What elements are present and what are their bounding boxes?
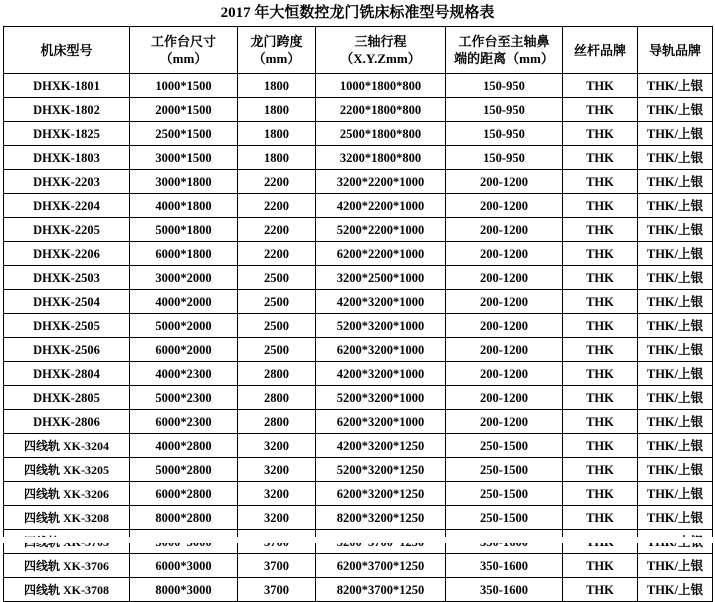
cell-spindle-distance: 200-1200 <box>446 314 563 338</box>
table-row <box>4 362 713 386</box>
cell-travel: 4200*3200*1000 <box>316 362 446 386</box>
cell-guide-brand: THK/上银 <box>638 362 713 386</box>
cell-gantry-span: 3200 <box>238 458 316 482</box>
cell-travel: 2500*1800*800 <box>316 122 446 146</box>
column-header-spindle-distance-line1: 工作台至主轴鼻 <box>458 34 550 49</box>
cell-table-size: 4000*2800 <box>130 434 238 458</box>
cell-model: DHXK-2203 <box>4 170 130 194</box>
table-row <box>4 242 713 266</box>
cell-model: 四线轨 XK-3206 <box>4 482 130 506</box>
column-header-spindle-distance-line2: 端的距离（mm） <box>454 51 554 66</box>
cell-spindle-distance: 350-1600 <box>446 554 563 578</box>
table-row <box>4 578 713 602</box>
cell-guide-brand: THK/上银 <box>638 266 713 290</box>
cell-spindle-distance: 200-1200 <box>446 290 563 314</box>
cell-gantry-span: 2500 <box>238 290 316 314</box>
cell-model: DHXK-1825 <box>4 122 130 146</box>
cell-guide-brand: THK/上银 <box>638 482 713 506</box>
cell-travel: 4200*2200*1000 <box>316 194 446 218</box>
cell-travel: 6200*3700*1250 <box>316 554 446 578</box>
cell-screw-brand: THK <box>563 266 638 290</box>
cell-model: DHXK-2506 <box>4 338 130 362</box>
table-row <box>4 194 713 218</box>
column-header-model <box>4 27 130 74</box>
cell-guide-brand: THK/上银 <box>638 242 713 266</box>
cell-gantry-span: 2200 <box>238 170 316 194</box>
cell-travel: 5200*3200*1000 <box>316 314 446 338</box>
cell-spindle-distance: 200-1200 <box>446 386 563 410</box>
cell-travel: 5200*3200*1000 <box>316 386 446 410</box>
cell-spindle-distance: 200-1200 <box>446 338 563 362</box>
cell-screw-brand: THK <box>563 554 638 578</box>
cell-screw-brand: THK <box>563 410 638 434</box>
header-row <box>4 27 713 74</box>
table-row <box>4 170 713 194</box>
cell-guide-brand: THK/上银 <box>638 194 713 218</box>
cell-gantry-span: 3200 <box>238 482 316 506</box>
cell-travel: 6200*3200*1000 <box>316 410 446 434</box>
cell-spindle-distance: 150-950 <box>446 74 563 98</box>
cell-model: DHXK-2205 <box>4 218 130 242</box>
page-title: 2017 年大恒数控龙门铣床标准型号规格表 <box>220 5 495 21</box>
cell-table-size: 3000*1500 <box>130 146 238 170</box>
cell-table-size: 6000*3000 <box>130 554 238 578</box>
cell-spindle-distance: 200-1200 <box>446 266 563 290</box>
column-header-table-size <box>130 27 238 74</box>
cell-spindle-distance: 150-950 <box>446 122 563 146</box>
column-header-travel <box>316 27 446 74</box>
cell-screw-brand: THK <box>563 386 638 410</box>
cell-spindle-distance: 250-1500 <box>446 482 563 506</box>
cell-screw-brand: THK <box>563 314 638 338</box>
cell-travel: 5200*3200*1250 <box>316 458 446 482</box>
cell-table-size: 3000*2000 <box>130 266 238 290</box>
cell-table-size: 5000*1800 <box>130 218 238 242</box>
cell-screw-brand: THK <box>563 290 638 314</box>
column-header-gantry-span <box>238 27 316 74</box>
cell-spindle-distance: 200-1200 <box>446 410 563 434</box>
cell-guide-brand: THK/上银 <box>638 146 713 170</box>
cell-screw-brand: THK <box>563 146 638 170</box>
cell-gantry-span: 2800 <box>238 362 316 386</box>
table-row <box>4 482 713 506</box>
cell-spindle-distance: 250-1500 <box>446 434 563 458</box>
cell-table-size: 4000*2300 <box>130 362 238 386</box>
cell-guide-brand: THK/上银 <box>638 434 713 458</box>
cell-guide-brand: THK/上银 <box>638 338 713 362</box>
cell-model: 四线轨 XK-3205 <box>4 458 130 482</box>
cell-table-size: 6000*1800 <box>130 242 238 266</box>
cell-guide-brand: THK/上银 <box>638 314 713 338</box>
column-header-screw-brand-line1: 丝杆品牌 <box>573 42 626 58</box>
cell-gantry-span: 3700 <box>238 578 316 602</box>
cell-spindle-distance: 250-1500 <box>446 458 563 482</box>
cell-gantry-span: 1800 <box>238 146 316 170</box>
column-header-table-size-line2: （mm） <box>159 51 208 66</box>
cell-travel: 4200*3200*1000 <box>316 290 446 314</box>
cell-table-size: 8000*3000 <box>130 578 238 602</box>
cell-travel: 8200*3200*1250 <box>316 506 446 530</box>
cell-gantry-span: 2500 <box>238 338 316 362</box>
cell-spindle-distance: 150-950 <box>446 98 563 122</box>
table-row <box>4 506 713 530</box>
cell-guide-brand: THK/上银 <box>638 122 713 146</box>
table-row <box>4 554 713 578</box>
cell-screw-brand: THK <box>563 482 638 506</box>
cell-model: DHXK-1803 <box>4 146 130 170</box>
cell-guide-brand: THK/上银 <box>638 74 713 98</box>
cell-travel: 6200*2200*1000 <box>316 242 446 266</box>
spec-table <box>3 26 713 602</box>
cell-guide-brand: THK/上银 <box>638 506 713 530</box>
cell-table-size: 2500*1500 <box>130 122 238 146</box>
table-row <box>4 218 713 242</box>
column-header-travel-line2: （X.Y.Zmm） <box>340 51 421 66</box>
cell-spindle-distance: 350-1600 <box>446 578 563 602</box>
cell-gantry-span: 2200 <box>238 242 316 266</box>
table-row <box>4 410 713 434</box>
cell-table-size: 4000*1800 <box>130 194 238 218</box>
cell-model: 四线轨 XK-3708 <box>4 578 130 602</box>
cell-table-size: 6000*2300 <box>130 410 238 434</box>
cell-table-size: 5000*2800 <box>130 458 238 482</box>
cell-table-size: 5000*2300 <box>130 386 238 410</box>
cell-screw-brand: THK <box>563 338 638 362</box>
cell-guide-brand: THK/上银 <box>638 98 713 122</box>
table-body <box>4 74 713 602</box>
table-row <box>4 266 713 290</box>
cell-spindle-distance: 250-1500 <box>446 506 563 530</box>
cell-gantry-span: 1800 <box>238 74 316 98</box>
cell-model: DHXK-2505 <box>4 314 130 338</box>
page-footer-spacer <box>0 537 715 543</box>
cell-guide-brand: THK/上银 <box>638 554 713 578</box>
table-row <box>4 338 713 362</box>
cell-gantry-span: 3700 <box>238 554 316 578</box>
table-row <box>4 386 713 410</box>
cell-screw-brand: THK <box>563 578 638 602</box>
cell-screw-brand: THK <box>563 218 638 242</box>
column-header-travel-line1: 三轴行程 <box>354 34 407 49</box>
table-row <box>4 74 713 98</box>
cell-table-size: 5000*2000 <box>130 314 238 338</box>
cell-screw-brand: THK <box>563 74 638 98</box>
cell-model: DHXK-1802 <box>4 98 130 122</box>
cell-table-size: 2000*1500 <box>130 98 238 122</box>
cell-screw-brand: THK <box>563 362 638 386</box>
column-header-guide-brand-line1: 导轨品牌 <box>648 42 701 58</box>
cell-model: 四线轨 XK-3204 <box>4 434 130 458</box>
cell-spindle-distance: 200-1200 <box>446 242 563 266</box>
table-row <box>4 314 713 338</box>
cell-gantry-span: 1800 <box>238 98 316 122</box>
cell-travel: 4200*3200*1250 <box>316 434 446 458</box>
table-row <box>4 434 713 458</box>
column-header-gantry-span-line2: （mm） <box>252 51 301 66</box>
column-header-screw-brand <box>563 27 638 74</box>
cell-travel: 6200*3200*1000 <box>316 338 446 362</box>
cell-gantry-span: 1800 <box>238 122 316 146</box>
cell-model: DHXK-2503 <box>4 266 130 290</box>
cell-gantry-span: 3200 <box>238 434 316 458</box>
cell-gantry-span: 2800 <box>238 386 316 410</box>
cell-screw-brand: THK <box>563 98 638 122</box>
cell-screw-brand: THK <box>563 194 638 218</box>
cell-table-size: 6000*2000 <box>130 338 238 362</box>
cell-screw-brand: THK <box>563 170 638 194</box>
cell-table-size: 3000*1800 <box>130 170 238 194</box>
cell-spindle-distance: 200-1200 <box>446 218 563 242</box>
table-row <box>4 98 713 122</box>
column-header-spindle-distance <box>446 27 563 74</box>
cell-travel: 8200*3700*1250 <box>316 578 446 602</box>
cell-travel: 3200*2200*1000 <box>316 170 446 194</box>
cell-screw-brand: THK <box>563 458 638 482</box>
cell-model: DHXK-2804 <box>4 362 130 386</box>
cell-travel: 1000*1800*800 <box>316 74 446 98</box>
cell-screw-brand: THK <box>563 506 638 530</box>
cell-guide-brand: THK/上银 <box>638 218 713 242</box>
cell-gantry-span: 2500 <box>238 266 316 290</box>
cell-model: DHXK-1801 <box>4 74 130 98</box>
cell-screw-brand: THK <box>563 122 638 146</box>
cell-model: 四线轨 XK-3706 <box>4 554 130 578</box>
table-row <box>4 122 713 146</box>
cell-guide-brand: THK/上银 <box>638 458 713 482</box>
table-row <box>4 458 713 482</box>
cell-gantry-span: 3200 <box>238 506 316 530</box>
cell-spindle-distance: 200-1200 <box>446 194 563 218</box>
cell-table-size: 1000*1500 <box>130 74 238 98</box>
cell-spindle-distance: 200-1200 <box>446 362 563 386</box>
cell-model: DHXK-2504 <box>4 290 130 314</box>
cell-table-size: 6000*2800 <box>130 482 238 506</box>
cell-gantry-span: 2200 <box>238 218 316 242</box>
cell-model: DHXK-2805 <box>4 386 130 410</box>
cell-guide-brand: THK/上银 <box>638 578 713 602</box>
cell-guide-brand: THK/上银 <box>638 290 713 314</box>
cell-guide-brand: THK/上银 <box>638 410 713 434</box>
cell-gantry-span: 2800 <box>238 410 316 434</box>
cell-table-size: 4000*2000 <box>130 290 238 314</box>
cell-guide-brand: THK/上银 <box>638 170 713 194</box>
cell-spindle-distance: 200-1200 <box>446 170 563 194</box>
cell-guide-brand: THK/上银 <box>638 386 713 410</box>
cell-travel: 6200*3200*1250 <box>316 482 446 506</box>
column-header-model-line1: 机床型号 <box>40 42 93 58</box>
table-row <box>4 290 713 314</box>
column-header-table-size-line1: 工作台尺寸 <box>150 34 216 49</box>
cell-screw-brand: THK <box>563 242 638 266</box>
column-header-gantry-span-line1: 龙门跨度 <box>250 34 303 49</box>
cell-model: DHXK-2206 <box>4 242 130 266</box>
cell-gantry-span: 2500 <box>238 314 316 338</box>
column-header-guide-brand <box>638 27 713 74</box>
table-row <box>4 146 713 170</box>
cell-travel: 3200*1800*800 <box>316 146 446 170</box>
cell-travel: 5200*2200*1000 <box>316 218 446 242</box>
table-header <box>4 27 713 74</box>
cell-gantry-span: 2200 <box>238 194 316 218</box>
cell-screw-brand: THK <box>563 434 638 458</box>
cell-travel: 2200*1800*800 <box>316 98 446 122</box>
cell-travel: 3200*2500*1000 <box>316 266 446 290</box>
cell-model: 四线轨 XK-3208 <box>4 506 130 530</box>
cell-model: DHXK-2806 <box>4 410 130 434</box>
cell-model: DHXK-2204 <box>4 194 130 218</box>
cell-table-size: 8000*2800 <box>130 506 238 530</box>
cell-spindle-distance: 150-950 <box>446 146 563 170</box>
